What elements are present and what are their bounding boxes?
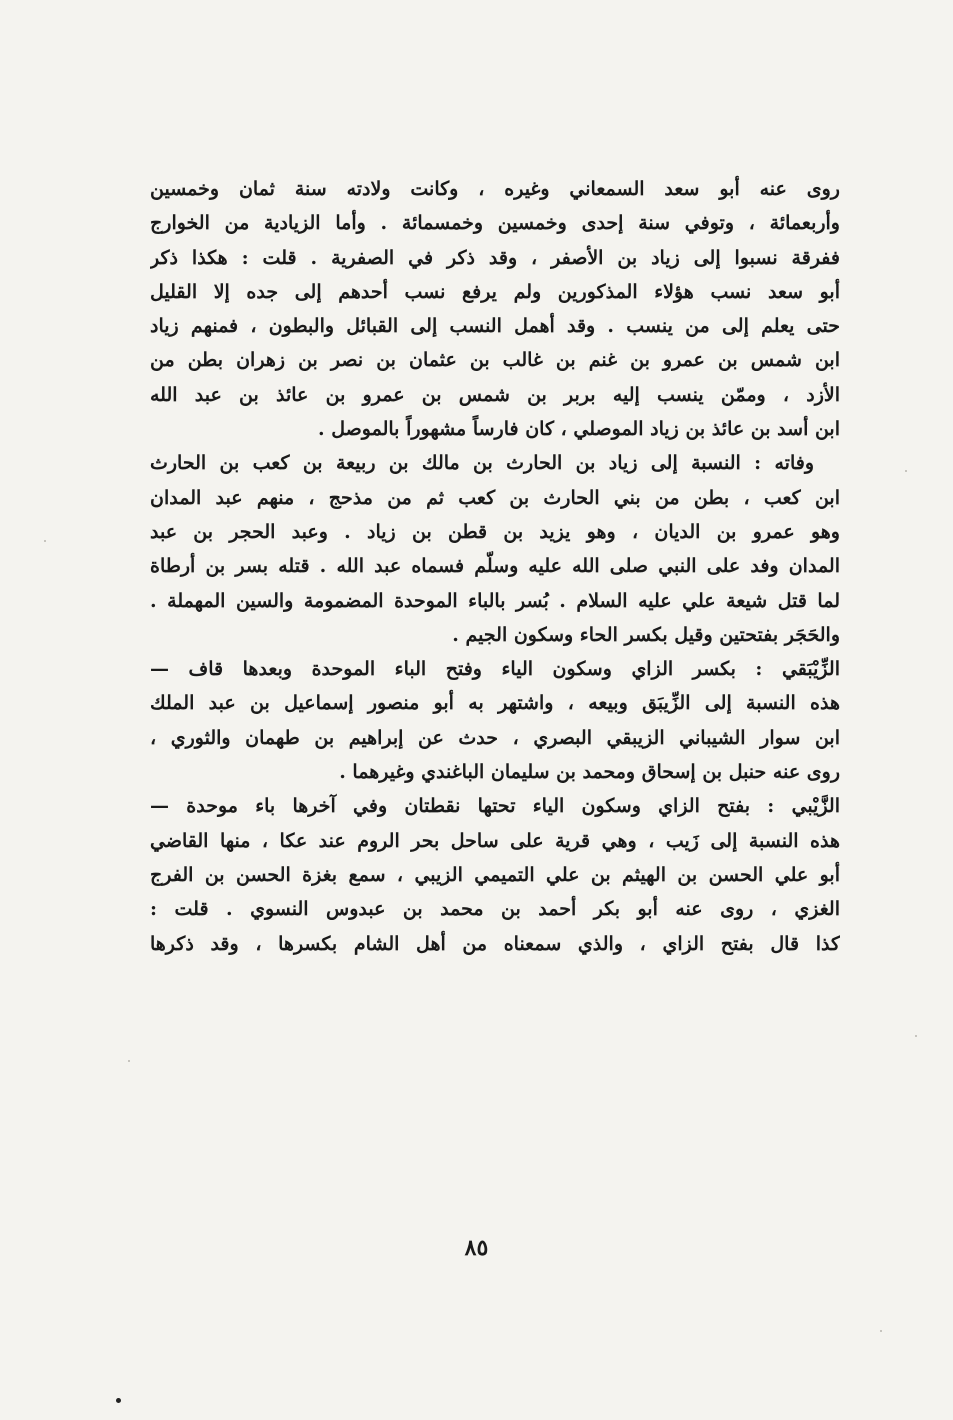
paper-speck [128, 1060, 130, 1062]
text-line-7: الأزد ، وممّن ينسب إليه بربر بن شمس بن عمرو بن عائذ بن عبد الله [150, 383, 840, 406]
text-line-6: ابن شمس بن عمرو بن غنم بن غالب بن عثمان بن نصر بن زهران بطن من [150, 349, 840, 372]
text-line-5: حتى يعلم إلى من ينسب . وقد أهمل النسب إلى القبائل والبطون ، فمنهم زياد [150, 315, 840, 338]
paper-speck [44, 540, 46, 542]
text-line-3: ففرقة نسبوا إلى زياد بن الأصفر ، وقد ذكر في الصفرية . قلت : هكذا ذكر [150, 246, 840, 269]
paper-speck [905, 470, 907, 472]
paper-speck [915, 1035, 917, 1037]
text-line-21: أبو علي الحسن بن الهيثم بن علي التميمي الزيبي ، سمع بغزة الحسن بن الفرج [150, 863, 840, 886]
text-line-8: ابن أسد بن عائذ بن زياد الموصلي ، كان فارساً مشهوراً بالموصل . [318, 418, 840, 441]
text-line-13: لما قتل شيعة علي عليه السلام . بُسر بالباء الموحدة المضمومة والسين المهملة . [150, 589, 840, 612]
entry-heading-zaybaqi: الزِّيْبَقي : بكسر الزاي وسكون الياء وفتح الباء الموحدة وبعدها قاف — [150, 658, 840, 681]
text-line-12: المدان وفد على النبي صلى الله عليه وسلّم فسماه عبد الله . قتله بسر بن أرطاة [150, 555, 840, 578]
text-line-10: ابن كعب ، بطن من بني الحارث بن كعب ثم من مذحج ، منهم عبد المدان [150, 486, 840, 509]
text-line-4: أبو سعد نسب هؤلاء المذكورين ولم يرفع نسب أحدهم إلى جده إلا القليل [150, 280, 840, 303]
text-line-18: روى عنه حنبل بن إسحاق ومحمد بن سليمان الباغندي وغيرهما . [339, 761, 840, 784]
text-line-20: هذه النسبة إلى زَيب ، وهي قرية على ساحل بحر الروم عند عكا ، منها القاضي [150, 829, 840, 852]
text-line-17: ابن سوار الشيباني الزيبقي البصري ، حدث عن إبراهيم بن طهمان والثوري ، [150, 726, 840, 749]
text-line-23: كذا قال بفتح الزاي ، والذي سمعناه من أهل الشام بكسرها ، وقد ذكرها [150, 932, 840, 955]
text-line-1: روى عنه أبو سعد السمعاني وغيره ، وكانت ولادته سنة ثمان وخمسين [150, 178, 840, 200]
page-number: ٨٥ [464, 1235, 489, 1261]
text-line-14: والحَجَر بفتحتين وقيل بكسر الحاء وسكون الجيم . [452, 623, 840, 646]
body-text [150, 172, 840, 961]
text-line-11: وهو عمرو بن الديان ، وهو يزيد بن قطن بن زياد . وعبد الحجر بن عبد [150, 520, 840, 543]
text-line-2: وأربعمائة ، وتوفي سنة إحدى وخمسين وخمسمائة . وأما الزيادية من الخوارج [150, 212, 840, 235]
text-line-22: الغزي ، روى عنه أبو بكر أحمد بن محمد بن عبدوس النسوي . قلت : [150, 898, 840, 921]
ink-dot [116, 1398, 121, 1403]
text-line-16: هذه النسبة إلى الزِّيبَق وبيعه ، واشتهر به أبو منصور إسماعيل بن عبد الملك [150, 692, 840, 715]
paper-speck [880, 1330, 882, 1332]
text-line-9: وفاته : النسبة إلى زياد بن الحارث بن مالك بن ربيعة بن كعب بن الحارث [150, 452, 814, 475]
entry-heading-zaybi: الزَّيْبي : بفتح الزاي وسكون الياء تحتها نقطتان وفي آخرها باء موحدة — [150, 795, 840, 818]
